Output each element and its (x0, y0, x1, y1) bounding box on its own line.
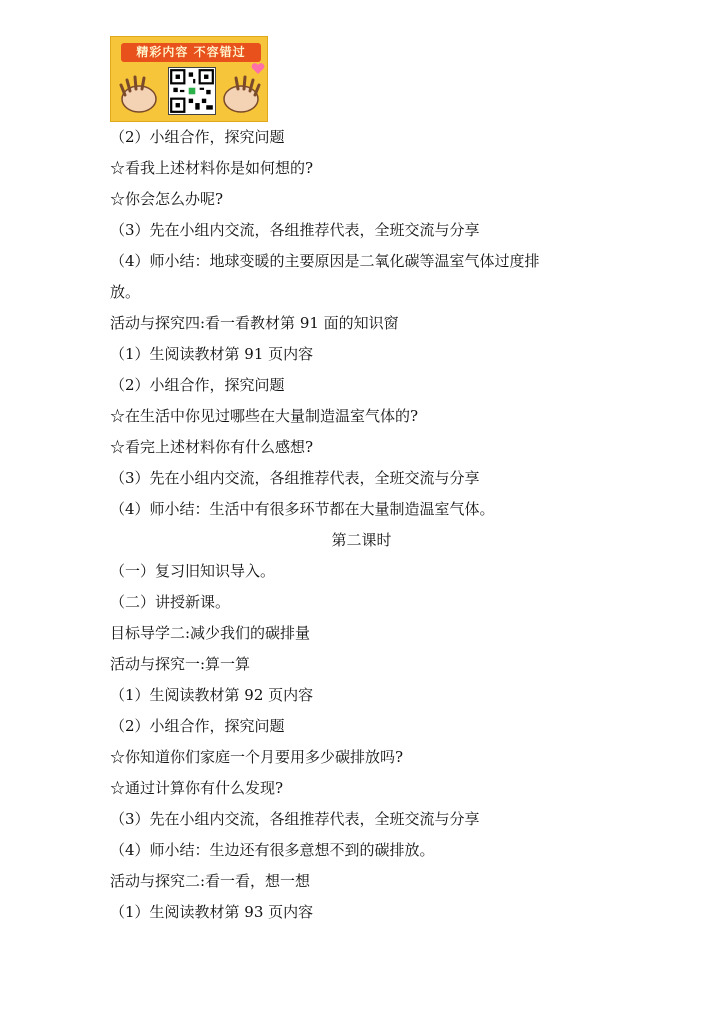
text-line: 放。 (110, 283, 141, 301)
section-heading: 活动与探究四:看一看教材第 91 面的知识窗 (110, 314, 399, 332)
text-line: （4）师小结：生边还有很多意想不到的碳排放。 (110, 841, 435, 859)
text-line: （3）先在小组内交流，各组推荐代表，全班交流与分享 (110, 221, 480, 239)
clapping-hands-icon (117, 73, 163, 117)
text-line: （2）小组合作，探究问题 (110, 717, 285, 735)
text-line: ☆看我上述材料你是如何想的? (110, 159, 314, 177)
text-line: （2）小组合作，探究问题 (110, 128, 285, 146)
section-heading: 活动与探究一:算一算 (110, 655, 251, 673)
banner-title: 精彩内容 不容错过 (121, 43, 261, 62)
text-line: （1）生阅读教材第 92 页内容 (110, 686, 314, 704)
qr-code-icon (168, 67, 216, 115)
clapping-hands-icon (217, 73, 263, 117)
section-heading: 活动与探究二:看一看，想一想 (110, 872, 311, 890)
section-heading: 目标导学二:减少我们的碳排量 (110, 624, 311, 642)
promo-banner (110, 36, 268, 122)
heart-icon (251, 63, 265, 75)
text-line: ☆在生活中你见过哪些在大量制造温室气体的? (110, 407, 419, 425)
text-line: （1）生阅读教材第 93 页内容 (110, 903, 314, 921)
text-line: （3）先在小组内交流，各组推荐代表，全班交流与分享 (110, 810, 480, 828)
text-line: （3）先在小组内交流，各组推荐代表，全班交流与分享 (110, 469, 480, 487)
lesson-heading: 第二课时 (331, 531, 392, 549)
text-line: ☆你知道你们家庭一个月要用多少碳排放吗? (110, 748, 404, 766)
text-line: ☆看完上述材料你有什么感想? (110, 438, 314, 456)
text-line: （4）师小结：地球变暖的主要原因是二氧化碳等温室气体过度排 (110, 252, 540, 270)
text-line: （二）讲授新课。 (110, 593, 231, 611)
text-line: ☆通过计算你有什么发现? (110, 779, 284, 797)
text-line: （4）师小结：生活中有很多环节都在大量制造温室气体。 (110, 500, 495, 518)
text-line: （一）复习旧知识导入。 (110, 562, 276, 580)
text-line: （2）小组合作，探究问题 (110, 376, 285, 394)
text-line: （1）生阅读教材第 91 页内容 (110, 345, 314, 363)
text-line: ☆你会怎么办呢? (110, 190, 224, 208)
